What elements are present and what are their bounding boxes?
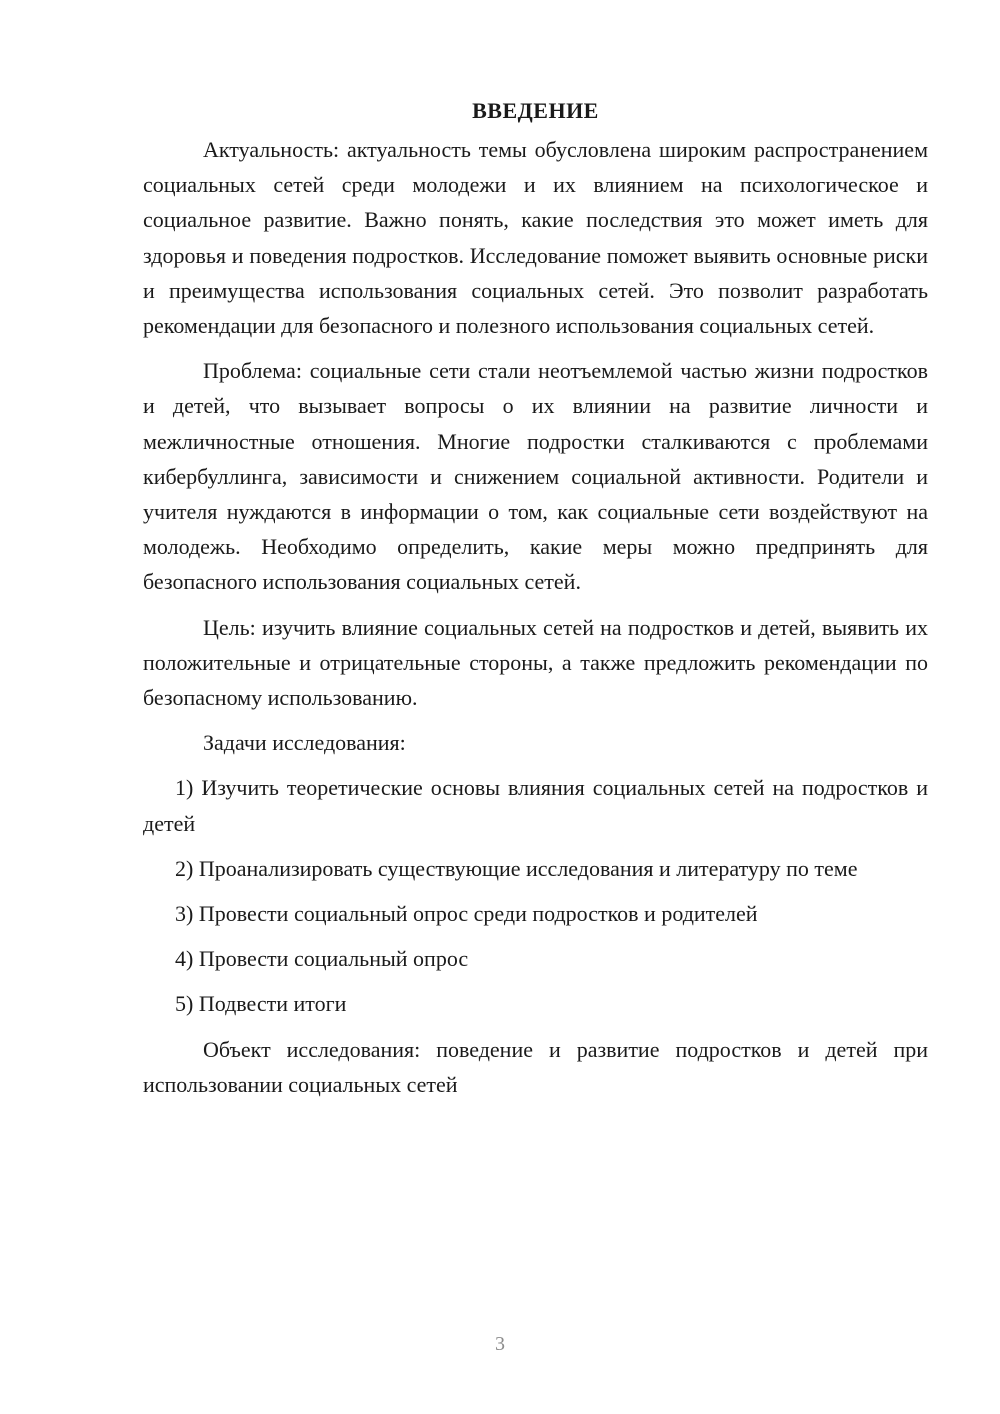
section-title: ВВЕДЕНИЕ: [472, 98, 599, 123]
page-number: 3: [495, 1333, 505, 1355]
task-item: 2) Проанализировать существующие исследования и литературу по теме: [175, 855, 858, 881]
paragraph-problem: Проблема: социальные сети стали неотъемлемой частью жизни подростков и детей, что вызывает вопросы о их влиянии на развитие личности и межличностные отношения. Многие подростки сталкиваются с проблемами кибербуллинга, зависимости и снижением социальной активности. Родители и учителя нуждаются в информации о том, как социальные сети воздействуют на молодежь. Необходимо определить, какие меры можно предпринять для безопасного использования социальных сетей.: [143, 358, 928, 595]
paragraph-object: Объект исследования: поведение и развитие подростков и детей при использовании социальных сетей: [143, 1036, 928, 1097]
paragraph-relevance: Актуальность: актуальность темы обусловлена широким распространением социальных сетей среди молодежи и их влиянием на психологическое и социальное развитие. Важно понять, какие последствия это может иметь для здоровья и поведения подростков. Исследование поможет выявить основные риски и преимущества использования социальных сетей. Это позволит разработать рекомендации для безопасного и полезного использования социальных сетей.: [143, 137, 928, 339]
page-content: [143, 93, 928, 1102]
task-item: 3) Провести социальный опрос среди подростков и родителей: [175, 901, 758, 927]
task-item: 4) Провести социальный опрос: [175, 946, 469, 972]
task-item: 5) Подвести итоги: [175, 991, 347, 1017]
tasks-heading: Задачи исследования:: [203, 730, 406, 756]
paragraph-goal: Цель: изучить влияние социальных сетей на подростков и детей, выявить их положительные и отрицательные стороны, а также предложить рекомендации по безопасному использованию.: [143, 614, 928, 711]
task-item: 1) Изучить теоретические основы влияния социальных сетей на подростков и детей: [143, 775, 928, 836]
